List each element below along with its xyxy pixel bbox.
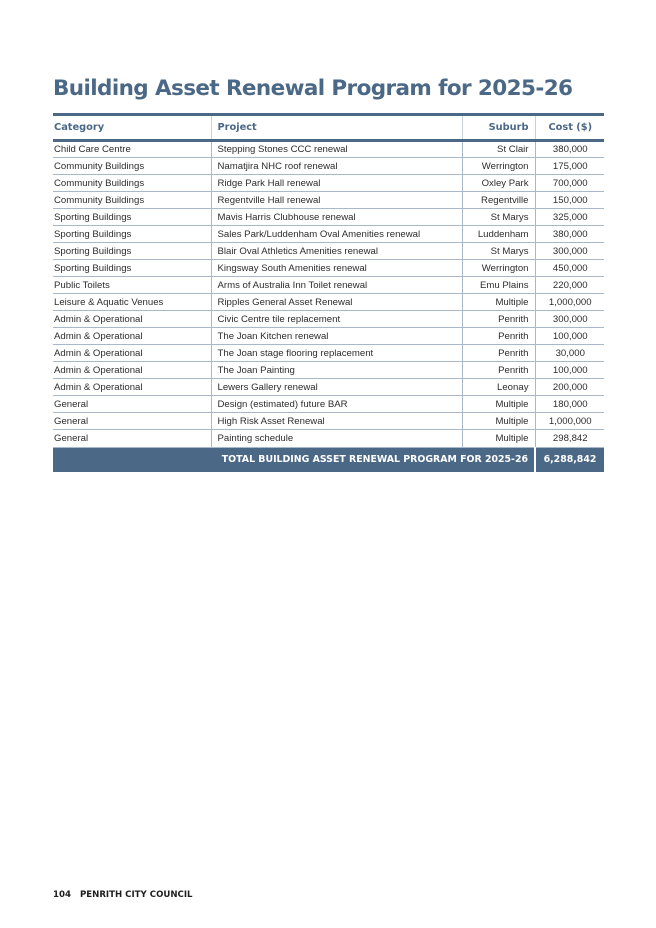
cell-project: Ripples General Asset Renewal [211, 294, 462, 311]
cell-category: Admin & Operational [53, 379, 211, 396]
header-suburb: Suburb [462, 115, 535, 141]
cell-cost: 380,000 [535, 141, 604, 158]
cell-project: Arms of Australia Inn Toilet renewal [211, 277, 462, 294]
cell-project: High Risk Asset Renewal [211, 413, 462, 430]
cell-category: Sporting Buildings [53, 209, 211, 226]
cell-project: Mavis Harris Clubhouse renewal [211, 209, 462, 226]
page-title: Building Asset Renewal Program for 2025-26 [53, 76, 573, 101]
cell-suburb: Multiple [462, 413, 535, 430]
cell-suburb: Multiple [462, 396, 535, 413]
cell-suburb: Multiple [462, 294, 535, 311]
cell-project: Kingsway South Amenities renewal [211, 260, 462, 277]
cell-cost: 200,000 [535, 379, 604, 396]
table-body [53, 141, 604, 448]
cell-cost: 300,000 [535, 311, 604, 328]
cell-project: The Joan Painting [211, 362, 462, 379]
organisation-name: PENRITH CITY COUNCIL [79, 890, 193, 900]
table-row [53, 209, 604, 226]
table-row [53, 413, 604, 430]
cell-suburb: St Marys [462, 209, 535, 226]
cell-category: Community Buildings [53, 175, 211, 192]
cell-suburb: Penrith [462, 328, 535, 345]
cell-suburb: St Marys [462, 243, 535, 260]
cell-project: Blair Oval Athletics Amenities renewal [211, 243, 462, 260]
cell-project: Stepping Stones CCC renewal [211, 141, 462, 158]
cell-cost: 325,000 [535, 209, 604, 226]
cell-project: Ridge Park Hall renewal [211, 175, 462, 192]
cell-category: Sporting Buildings [53, 226, 211, 243]
table-row [53, 175, 604, 192]
total-label: TOTAL BUILDING ASSET RENEWAL PROGRAM FOR 2025-26 [53, 448, 535, 472]
header-project: Project [211, 115, 462, 141]
header-category: Category [53, 115, 211, 141]
cell-cost: 30,000 [535, 345, 604, 362]
cell-cost: 175,000 [535, 158, 604, 175]
cell-project: Sales Park/Luddenham Oval Amenities renewal [211, 226, 462, 243]
cell-project: Regentville Hall renewal [211, 192, 462, 209]
total-value: 6,288,842 [535, 448, 604, 472]
cell-cost: 300,000 [535, 243, 604, 260]
table-row [53, 328, 604, 345]
cell-category: Child Care Centre [53, 141, 211, 158]
cell-category: Public Toilets [53, 277, 211, 294]
cell-project: Civic Centre tile replacement [211, 311, 462, 328]
cell-cost: 298,842 [535, 430, 604, 448]
cell-suburb: Penrith [462, 311, 535, 328]
cell-cost: 220,000 [535, 277, 604, 294]
cell-category: General [53, 430, 211, 448]
cell-category: Community Buildings [53, 158, 211, 175]
cell-category: Sporting Buildings [53, 243, 211, 260]
cell-project: Namatjira NHC roof renewal [211, 158, 462, 175]
table-row [53, 345, 604, 362]
total-row [53, 448, 604, 472]
cell-category: General [53, 396, 211, 413]
table-row [53, 141, 604, 158]
cell-category: Admin & Operational [53, 362, 211, 379]
cell-cost: 1,000,000 [535, 294, 604, 311]
table-row [53, 311, 604, 328]
cell-suburb: Regentville [462, 192, 535, 209]
table-row [53, 396, 604, 413]
cell-cost: 450,000 [535, 260, 604, 277]
cell-suburb: St Clair [462, 141, 535, 158]
table-row [53, 192, 604, 209]
cell-category: Admin & Operational [53, 328, 211, 345]
cell-category: Sporting Buildings [53, 260, 211, 277]
cell-project: Painting schedule [211, 430, 462, 448]
cell-project: Design (estimated) future BAR [211, 396, 462, 413]
cell-cost: 380,000 [535, 226, 604, 243]
page-number: 104 [53, 890, 71, 900]
cell-category: Leisure & Aquatic Venues [53, 294, 211, 311]
cell-cost: 1,000,000 [535, 413, 604, 430]
table-row [53, 226, 604, 243]
cell-cost: 100,000 [535, 328, 604, 345]
table-row [53, 158, 604, 175]
cell-category: Admin & Operational [53, 311, 211, 328]
cell-cost: 180,000 [535, 396, 604, 413]
cell-category: Admin & Operational [53, 345, 211, 362]
table-row [53, 430, 604, 448]
cell-project: The Joan stage flooring replacement [211, 345, 462, 362]
table-row [53, 362, 604, 379]
table-header-row [53, 115, 604, 141]
cell-category: Community Buildings [53, 192, 211, 209]
cell-suburb: Penrith [462, 345, 535, 362]
cell-suburb: Leonay [462, 379, 535, 396]
table-row [53, 243, 604, 260]
cell-project: The Joan Kitchen renewal [211, 328, 462, 345]
header-cost: Cost ($) [535, 115, 604, 141]
table-row [53, 277, 604, 294]
table-row [53, 379, 604, 396]
cell-suburb: Luddenham [462, 226, 535, 243]
renewal-program-table-container [53, 113, 604, 472]
cell-suburb: Oxley Park [462, 175, 535, 192]
cell-suburb: Werrington [462, 158, 535, 175]
cell-suburb: Emu Plains [462, 277, 535, 294]
cell-suburb: Penrith [462, 362, 535, 379]
cell-category: General [53, 413, 211, 430]
page-footer [53, 890, 193, 900]
cell-suburb: Werrington [462, 260, 535, 277]
cell-cost: 100,000 [535, 362, 604, 379]
cell-project: Lewers Gallery renewal [211, 379, 462, 396]
renewal-program-table [53, 113, 604, 472]
cell-suburb: Multiple [462, 430, 535, 448]
cell-cost: 700,000 [535, 175, 604, 192]
table-row [53, 260, 604, 277]
table-row [53, 294, 604, 311]
cell-cost: 150,000 [535, 192, 604, 209]
